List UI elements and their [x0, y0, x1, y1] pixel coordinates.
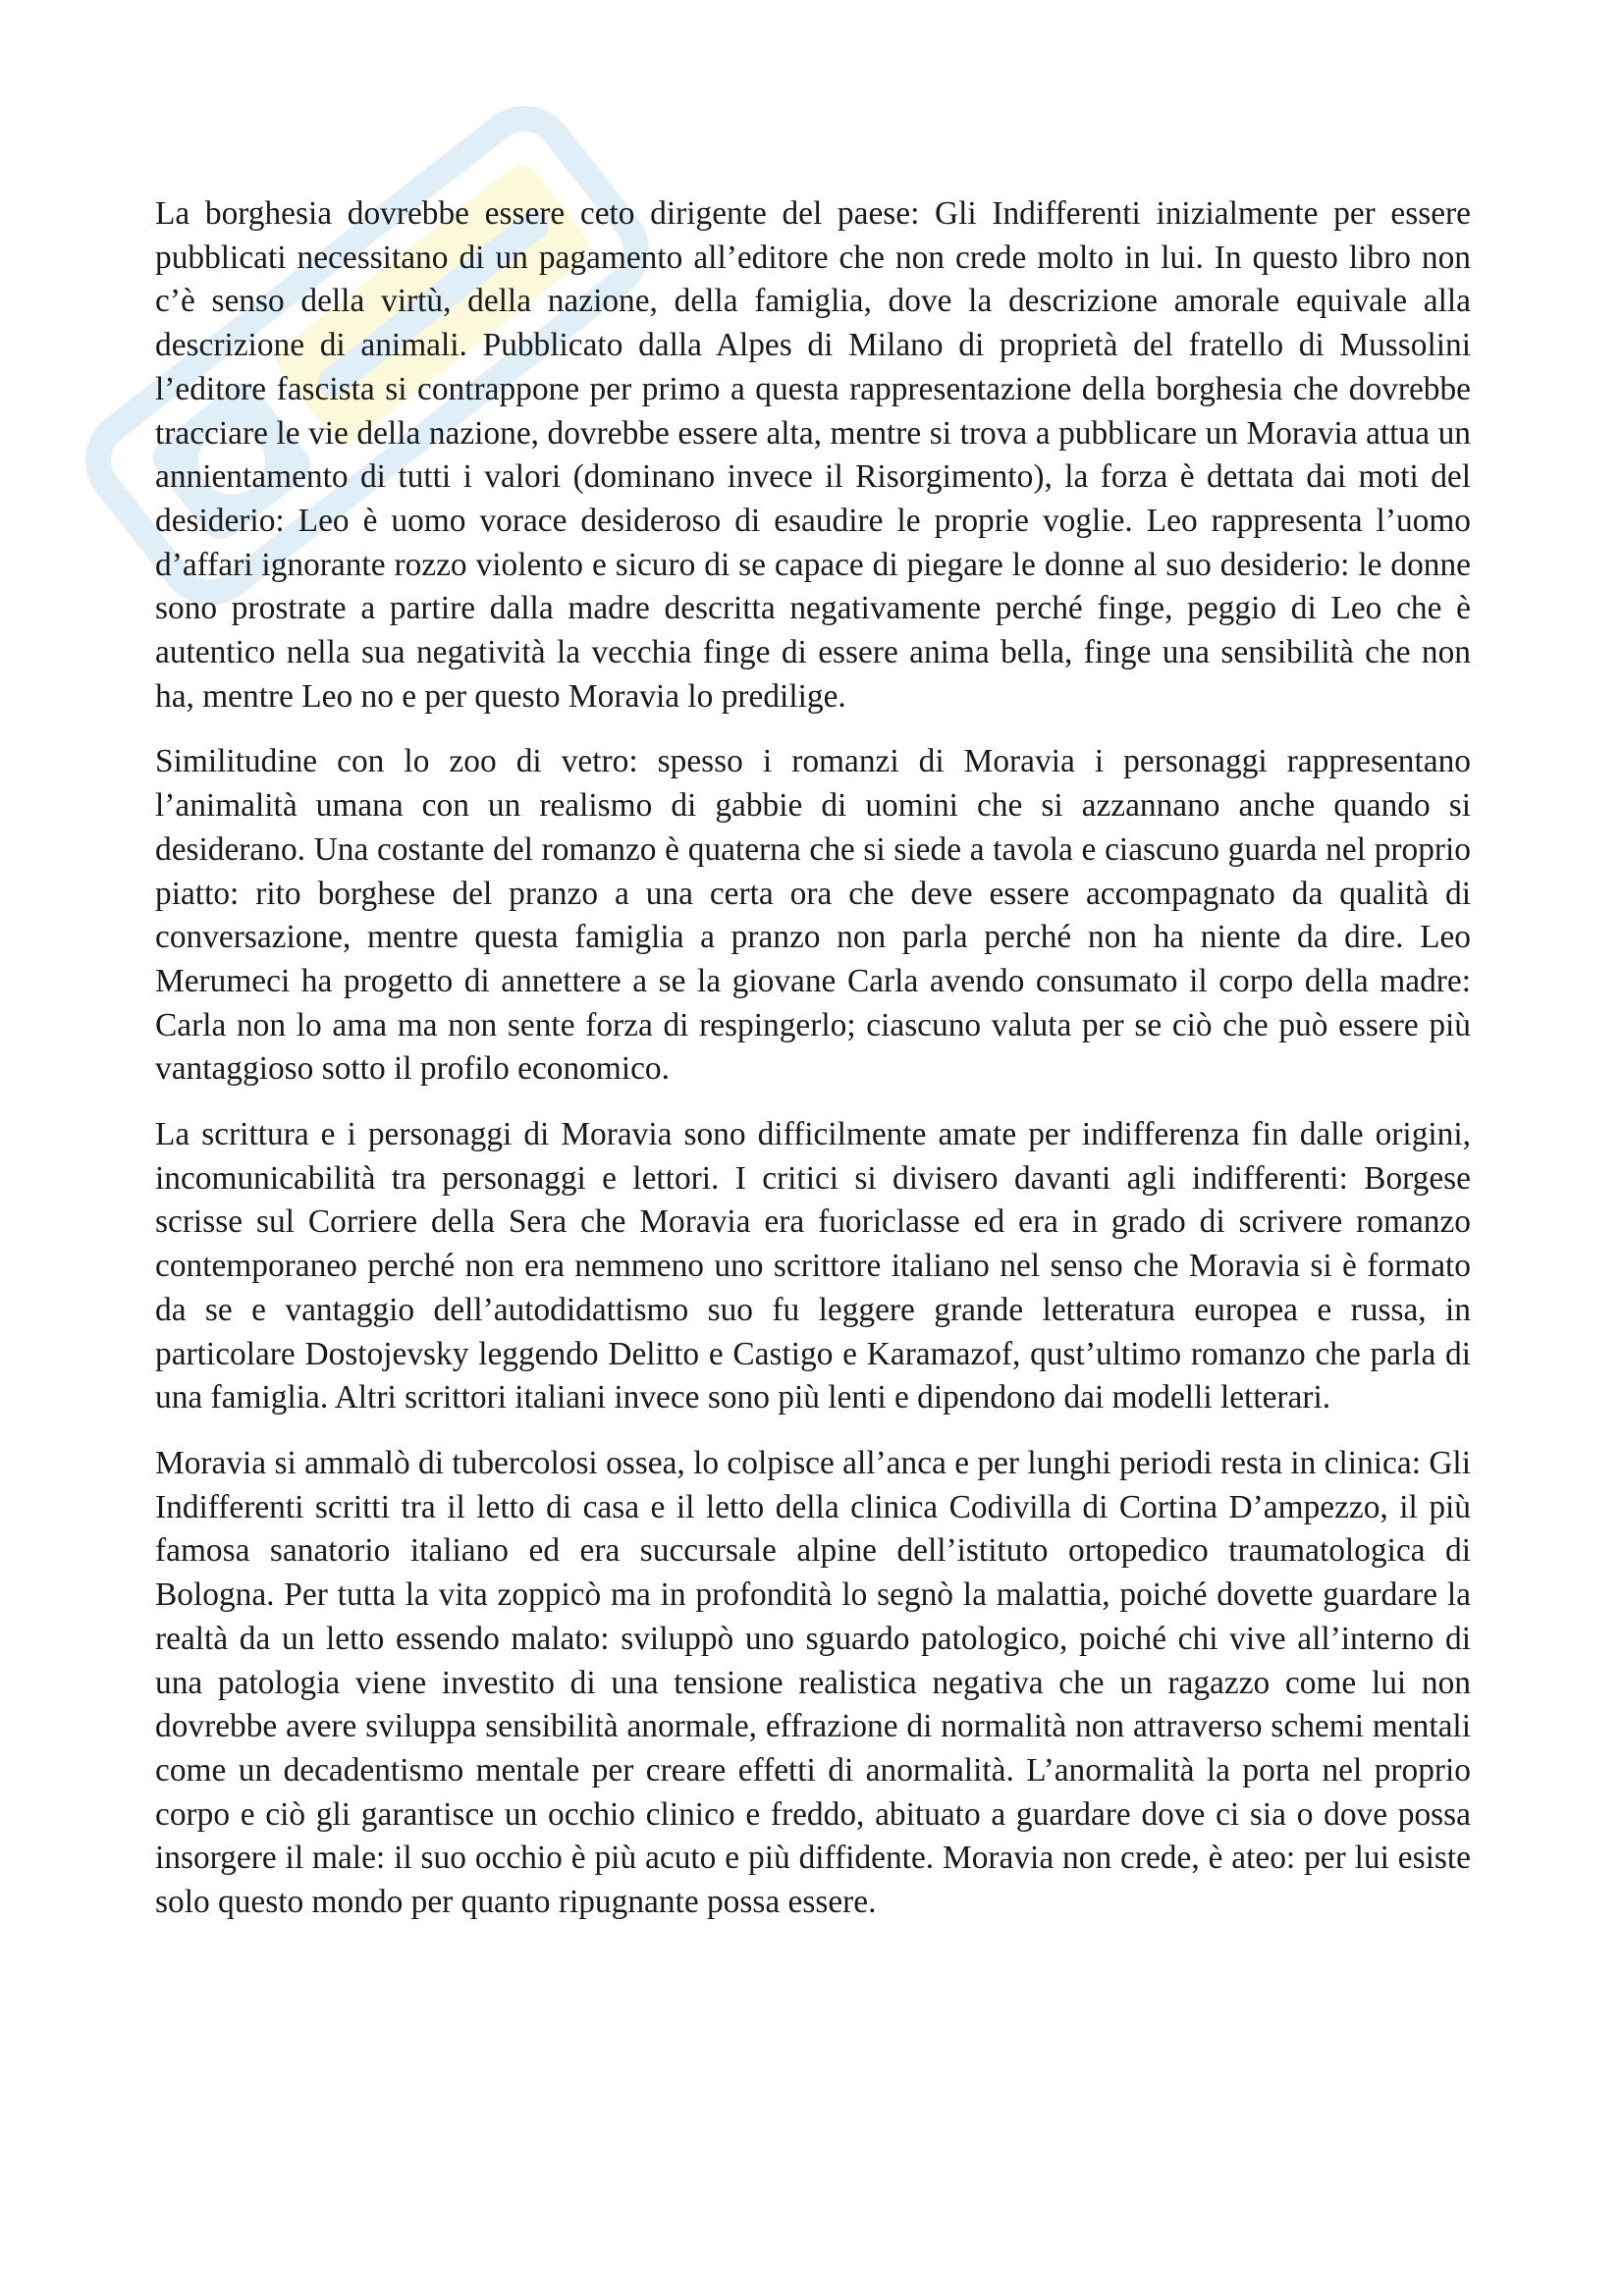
paragraph-2: Similitudine con lo zoo di vetro: spesso i romanzi di Moravia i personaggi rappresentano l’animalità umana con un realismo di gabbie di uomini che si azzannano anche quando si desiderano. Una costante del romanzo è quaterna che si siede a tavola e ciascuno guarda nel proprio piatto: rito borghese del pranzo a una certa ora che deve essere accompagnato da qualità di conversazione, mentre questa famiglia a pranzo non parla perché non ha niente da dire. Leo Merumeci ha progetto di annettere a se la giovane Carla avendo consumato il corpo della madre: Carla non lo ama ma non sente forza di respingerlo; ciascuno valuta per se ciò che può essere più vantaggioso sotto il profilo economico. — [155, 743, 1471, 1088]
paragraph-4: Moravia si ammalò di tubercolosi ossea, lo colpisce all’anca e per lunghi periodi resta in clinica: Gli Indifferenti scritti tra il letto di casa e il letto della clinica Codivilla di Cortina D’ampezzo, il più famosa sanatorio italiano ed era succursale alpine dell’istituto ortopedico traumatologica di Bologna. Per tutta la vita zoppicò ma in profondità lo segnò la malattia, poiché dovette guardare la realtà da un letto essendo malato: sviluppò uno sguardo patologico, poiché chi vive all’interno di una patologia viene investito di una tensione realistica negativa che un ragazzo come lui non dovrebbe avere sviluppa sensibilità anormale, effrazione di normalità non attraverso schemi mentali come un decadentismo mentale per creare effetti di anormalità. L’anormalità la porta nel proprio corpo e ciò gli garantisce un occhio clinico e freddo, abituato a guardare dove ci sia o dove possa insorgere il male: il suo occhio è più acuto e più diffidente. Moravia non crede, è ateo: per lui esiste solo questo mondo per quanto ripugnante possa essere. — [155, 1444, 1471, 1921]
document-body — [155, 192, 1471, 1947]
paragraph-1: La borghesia dovrebbe essere ceto dirigente del paese: Gli Indifferenti inizialmente per essere pubblicati necessitano di un pagamento all’editore che non crede molto in lui. In questo libro non c’è senso della virtù, della nazione, della famiglia, dove la descrizione amorale equivale alla descrizione di animali. Pubblicato dalla Alpes di Milano di proprietà del fratello di Mussolini l’editore fascista si contrappone per primo a questa rappresentazione della borghesia che dovrebbe tracciare le vie della nazione, dovrebbe essere alta, mentre si trova a pubblicare un Moravia attua un annientamento di tutti i valori (dominano invece il Risorgimento), la forza è dettata dai moti del desiderio: Leo è uomo vorace desideroso di esaudire le proprie voglie. Leo rappresenta l’uomo d’affari ignorante rozzo violento e sicuro di se capace di piegare le donne al suo desiderio: le donne sono prostrate a partire dalla madre descritta negativamente perché finge, peggio di Leo che è autentico nella sua negatività la vecchia finge di essere anima bella, finge una sensibilità che non ha, mentre Leo no e per questo Moravia lo predilige. — [155, 195, 1471, 715]
paragraph-3: La scrittura e i personaggi di Moravia sono difficilmente amate per indifferenza fin dalle origini, incomunicabilità tra personaggi e lettori. I critici si divisero davanti agli indifferenti: Borgese scrisse sul Corriere della Sera che Moravia era fuoriclasse ed era in grado di scrivere romanzo contemporaneo perché non era nemmeno uno scrittore italiano nel senso che Moravia si è formato da se e vantaggio dell’autodidattismo suo fu leggere grande letteratura europea e russa, in particolare Dostojevsky leggendo Delitto e Castigo e Karamazof, qust’ultimo romanzo che parla di una famiglia. Altri scrittori italiani invece sono più lenti e dipendono dai modelli letterari. — [155, 1116, 1471, 1416]
